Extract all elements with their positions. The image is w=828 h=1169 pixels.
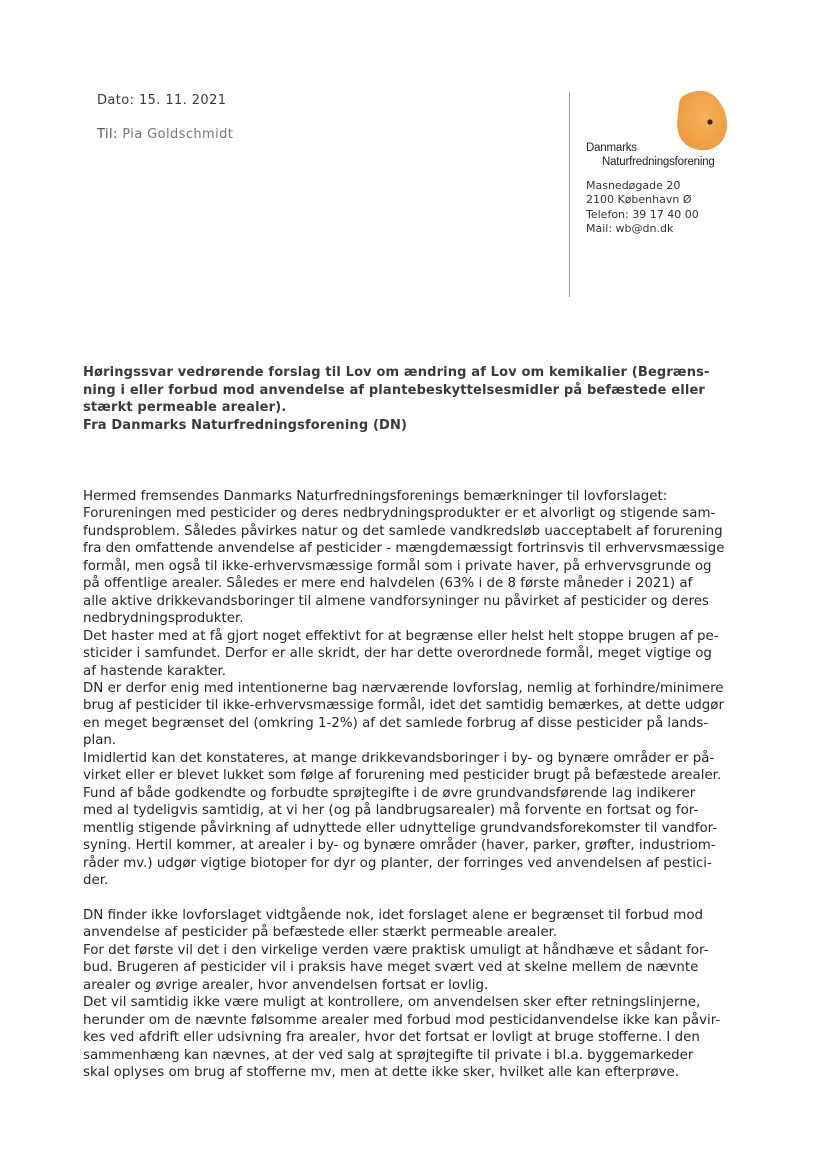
recipient — [97, 127, 233, 142]
body-line: herunder om de nævnte følsomme arealer med forbud mod pesticidanvendelse ikke kan påvir- — [83, 1012, 721, 1028]
body-line: en meget begrænset del (omkring 1-2%) af det samlede forbrug af disse pesticider på lands- — [83, 715, 709, 731]
body-line: anvendelse af pesticider på befæstede eller stærkt permeable arealer. — [83, 925, 558, 941]
body-line: Forureningen med pesticider og deres nedbrydningsprodukter er et alvorligt og stigende sam- — [83, 506, 716, 522]
body-section-2 — [83, 907, 733, 1082]
body-line: nedbrydningsprodukter. — [83, 611, 244, 627]
body-line: med al tydeligvis samtidig, at vi her (og på landbrugsarealer) må forvente en fortsat og for- — [83, 803, 699, 819]
body-line: syning. Hertil kommer, at arealer i by- og bynære områder (haver, parker, grøfter, industriom- — [83, 838, 716, 854]
organization-name — [586, 141, 715, 169]
org-name-line1: Danmarks — [586, 142, 637, 154]
body-line: For det første vil det i den virkelige verden være praktisk umuligt at håndhæve et sådant for- — [83, 942, 709, 958]
email-line: Mail: wb@dn.dk — [586, 221, 674, 235]
body-line: Det haster med at få gjort noget effektivt for at begrænse eller helst helt stoppe brugen af pe- — [83, 628, 719, 644]
recipient-label: Til: — [97, 127, 118, 142]
body-line: sammenhæng kan nævnes, at der ved salg at sprøjtegifte til private i bl.a. byggemarkeder — [83, 1047, 694, 1063]
body-line: brug af pesticider til ikke-erhvervsmæssige formål, idet det samtidig bemærkes, at dette udgør — [83, 698, 725, 714]
body-line: der. — [83, 872, 109, 888]
body-line: fra den omfattende anvendelse af pesticider - mængdemæssigt fortrinsvis til erhvervsmæssige — [83, 541, 725, 557]
heading-line: Fra Danmarks Naturfredningsforening (DN) — [83, 417, 408, 433]
heading-line: ning i eller forbud mod anvendelse af plantebeskyttelsesmidler på befæstede eller — [83, 382, 705, 398]
phone-line: Telefon: 39 17 40 00 — [586, 207, 699, 221]
body-line: kes ved afdrift eller udsivning fra arealer, hvor det fortsat er lovligt at bruge stofferne. I den — [83, 1030, 700, 1046]
body-section-1 — [83, 488, 733, 889]
body-line: af hastende karakter. — [83, 663, 227, 679]
body-line: plan. — [83, 733, 117, 749]
body-line: skal oplyses om brug af stofferne mv, men at dette ikke sker, hvilket alle kan efterprøve. — [83, 1065, 680, 1081]
body-line: mentlig stigende påvirkning af udnyttede eller udnyttelige grundvandsforekomster til vandfor- — [83, 820, 718, 836]
body-line: på offentlige arealer. Således er mere end halvdelen (63% i de 8 første måneder i 2021) af — [83, 576, 693, 592]
body-line: DN er derfor enig med intentionerne bag nærværende lovforslag, nemlig at forhindre/minimere — [83, 680, 724, 696]
body-line: DN finder ikke lovforslaget vidtgående nok, idet forslaget alene er begrænset til forbud mod — [83, 908, 704, 923]
header-divider — [569, 92, 570, 297]
body-line: Imidlertid kan det konstateres, at mange drikkevandsboringer i by- og bynære områder er på- — [83, 750, 715, 766]
organization-address — [586, 179, 699, 236]
body-line: Hermed fremsendes Danmarks Naturfredningsforenings bemærkninger til lovforslaget: — [83, 489, 668, 504]
body-line: råder mv.) udgør vigtige biotoper for dyr og planter, der forringes ved anvendelsen af pestici- — [83, 855, 712, 871]
letter-date: Dato: 15. 11. 2021 — [97, 93, 227, 108]
body-line: fundsproblem. Således påvirkes natur og det samlede vandkredsløb uacceptabelt af forurening — [83, 523, 723, 539]
body-line: bud. Brugeren af pesticider vil i praksis have meget svært ved at skelne mellem de nævnte — [83, 960, 699, 976]
body-line: arealer og øvrige arealer, hvor anvendelsen fortsat er lovlig. — [83, 977, 489, 993]
body-line: sticider i samfundet. Derfor er alle skridt, der har dette overordnede formål, meget vigtige og — [83, 646, 712, 662]
heading-line: stærkt permeable arealer). — [83, 400, 287, 416]
body-line: Det vil samtidig ikke være muligt at kontrollere, om anvendelsen sker efter retningslinjerne, — [83, 995, 701, 1011]
heading-line: Høringssvar vedrørende forslag til Lov om ændring af Lov om kemikalier (Begræns- — [83, 365, 710, 380]
body-line: virket eller er blevet lukket som følge af forurening med pesticider brugt på befæstede arealer. — [83, 768, 722, 784]
recipient-name: Pia Goldschmidt — [122, 127, 234, 142]
address-line: Masnedøgade 20 — [586, 179, 681, 192]
body-line: formål, men også til ikke-erhvervsmæssige formål som i private haver, på erhvervsgrunde og — [83, 558, 712, 574]
body-line: alle aktive drikkevandsboringer til almene vandforsyninger nu påvirket af pesticider og deres — [83, 593, 709, 609]
address-line: 2100 København Ø — [586, 193, 692, 207]
letter-heading — [83, 364, 723, 434]
org-name-line2: Naturfredningsforening — [602, 156, 715, 168]
body-line: Fund af både godkendte og forbudte sprøjtegifte i de øvre grundvandsførende lag indikerer — [83, 785, 696, 801]
